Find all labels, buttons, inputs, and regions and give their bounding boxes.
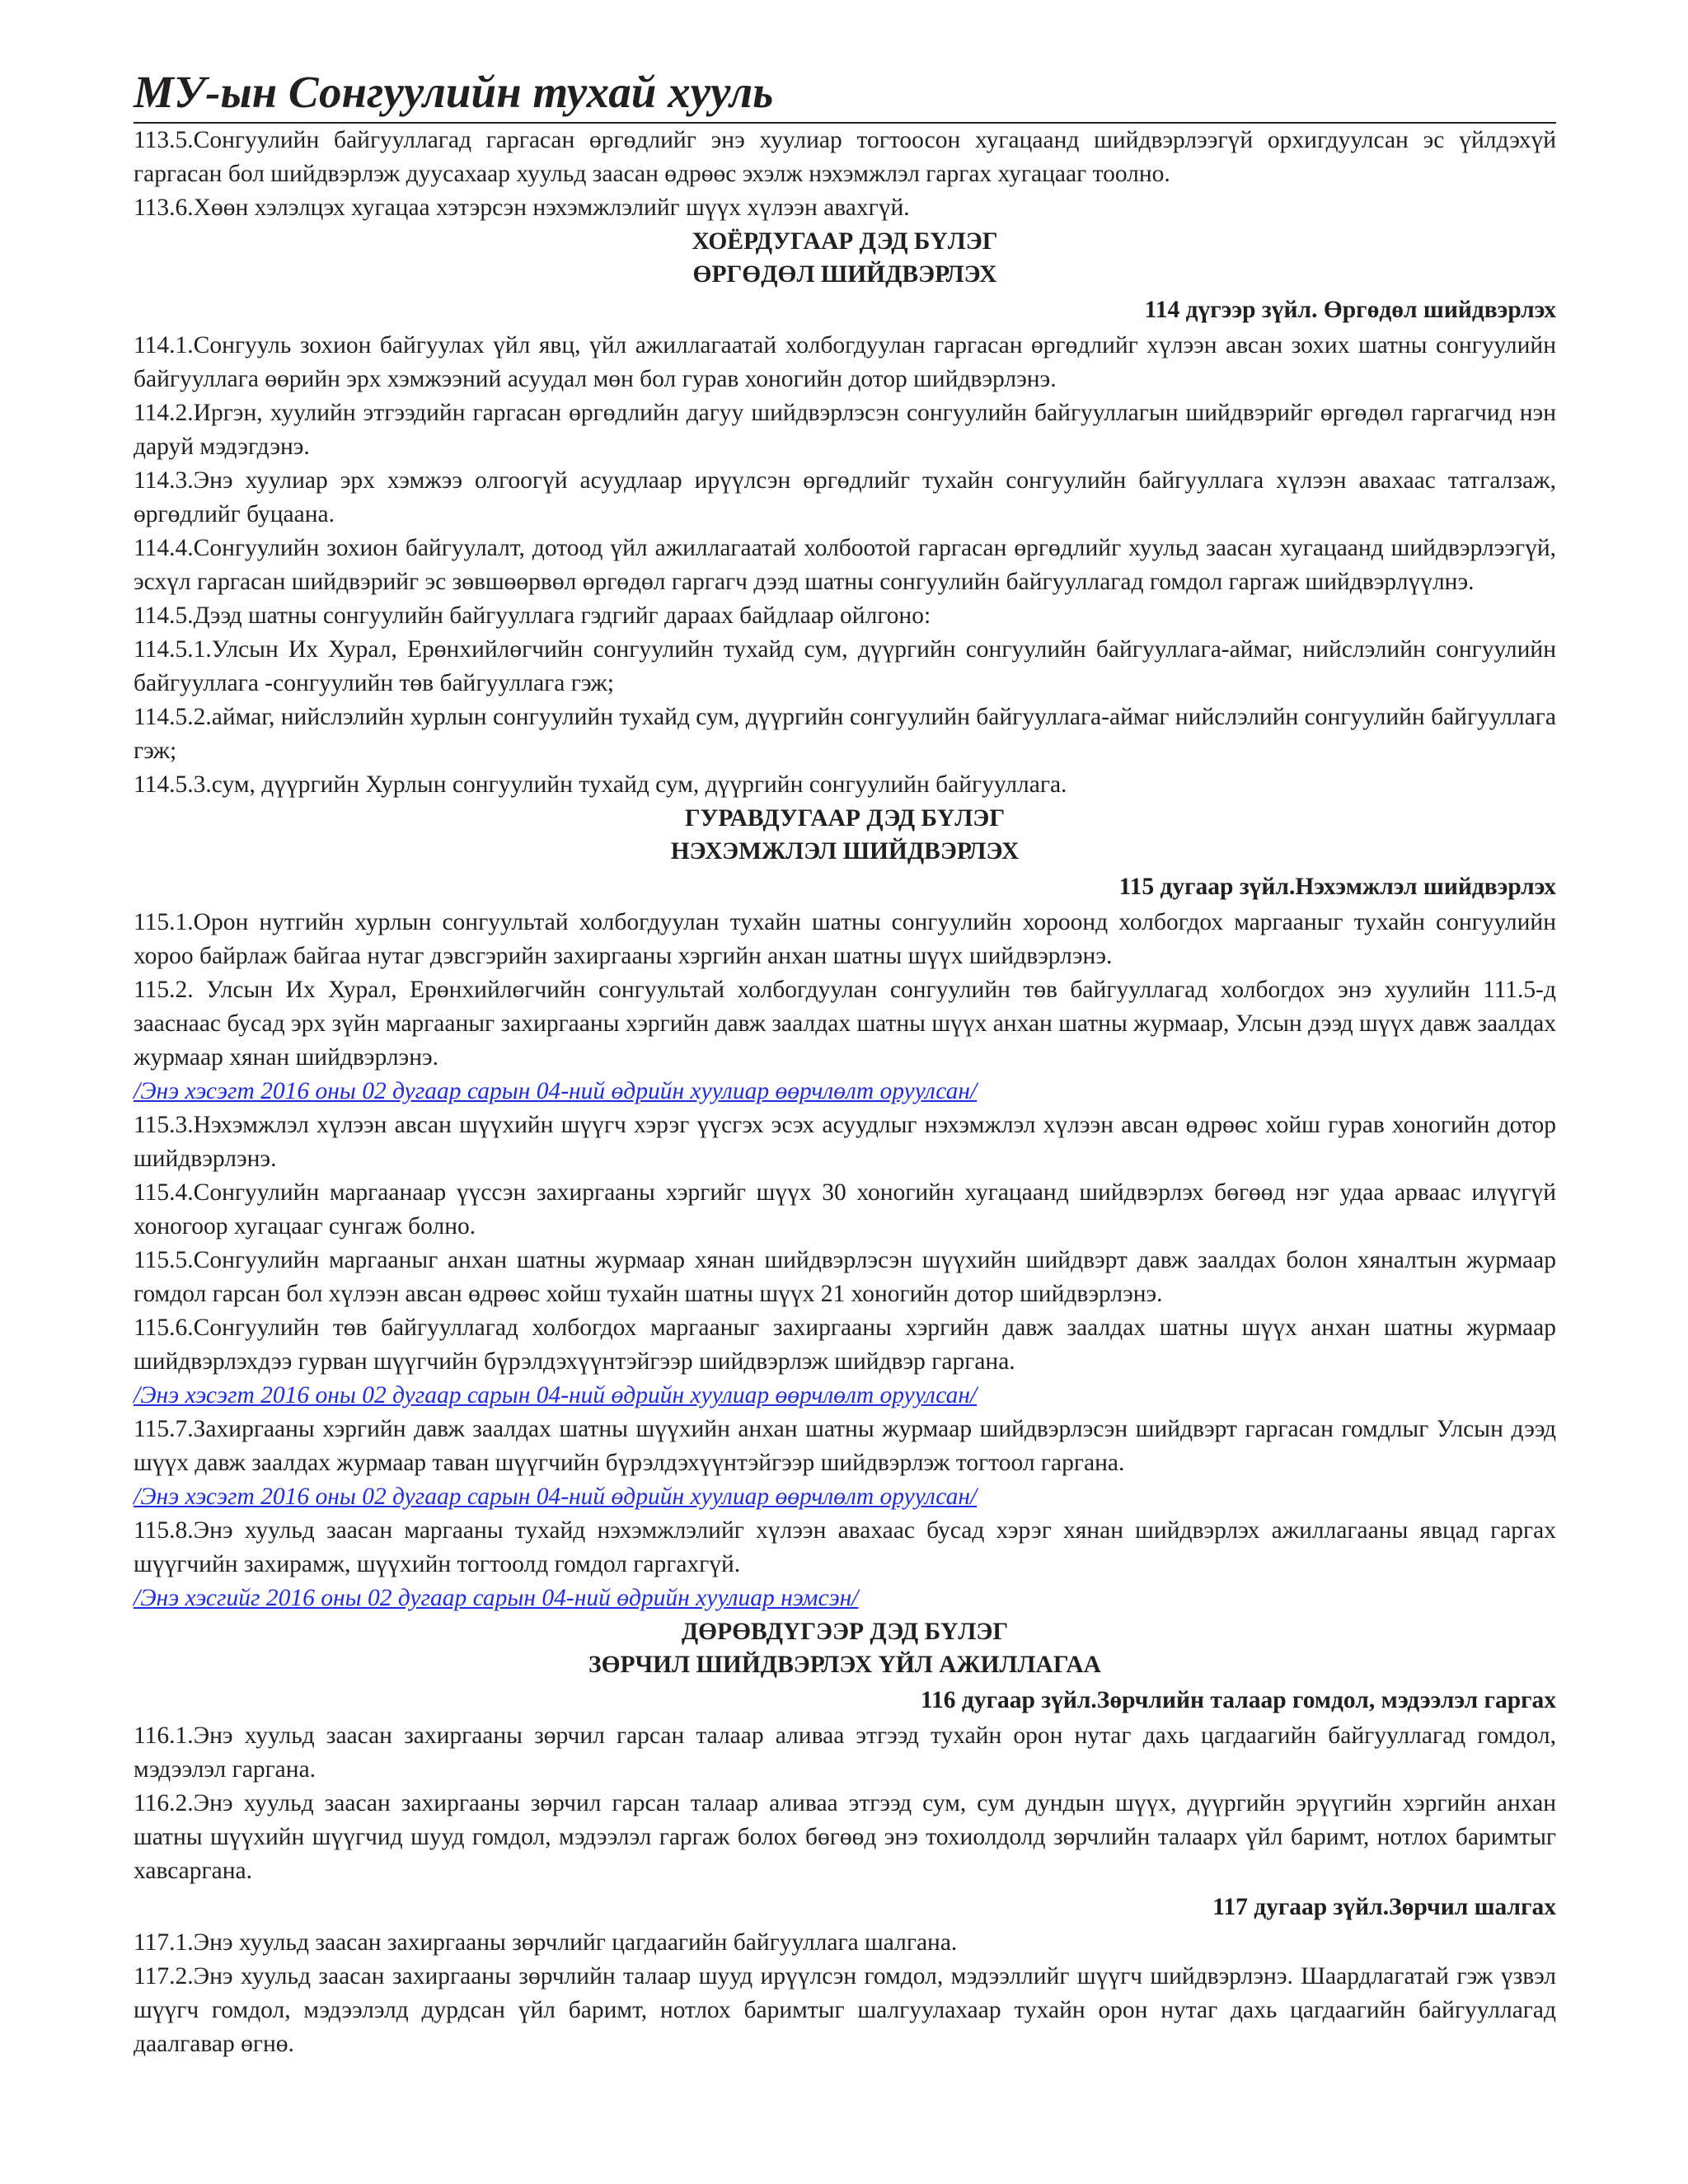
paragraph: 115.1.Орон нутгийн хурлын сонгуультай холбогдуулан тухайн шатны сонгуулийн хороонд холбогдох маргааныг тухайн сонгуулийн хороо байрлаж байгаа нутаг дэвсгэрийн захиргааны хэргийн анхан шатны шүүх шийдвэрлэнэ. [134,909,1556,969]
paragraph: 114.4.Сонгуулийн зохион байгуулалт, дотоод үйл ажиллагаатай холбоотой гаргасан өргөдлийг хуульд заасан хугацаанд шийдвэрлээгүй, эсхүл гаргасан шийдвэрийг эс зөвшөөрвөл өргөдөл гаргагч дээд шатны сонгуулийн байгууллагад гомдол гаргаж шийдвэрлүүлнэ. [134,535,1556,595]
paragraph: 115.2. Улсын Их Хурал, Ерөнхийлөгчийн сонгуультай холбогдуулан сонгуулийн төв байгууллагад холбогдох энэ хуулийн 111.5-д зааснаас бусад эрх зүйн маргааныг захиргааны хэргийн давж заалдах шатны шүүх анхан шатны журмаар, Улсын дээд шүүх давж заалдах журмаар хянан шийдвэрлэнэ. [134,977,1556,1071]
paragraph: 114.5.3.сум, дүүргийн Хурлын сонгуулийн тухайд сум, дүүргийн сонгуулийн байгууллага. [134,771,1067,798]
article-heading: 115 дугаар зүйл.Нэхэмжлэл шийдвэрлэх [1118,874,1556,900]
paragraph: 114.2.Иргэн, хуулийн этгээдийн гаргасан өргөдлийн дагуу шийдвэрлэсэн сонгуулийн байгууллагын шийдвэрийг өргөдөл гаргагчид нэн даруй мэдэгдэнэ. [134,400,1556,460]
subchapter-heading: ХОЁРДУГААР ДЭД БҮЛЭГ [692,228,998,255]
amendment-link[interactable]: /Энэ хэсэгт 2016 оны 02 дугаар сарын 04-ний өдрийн хуулиар өөрчлөлт оруулсан/ [134,1078,978,1104]
paragraph: 115.7.Захиргааны хэргийн давж заалдах шатны шүүхийн анхан шатны журмаар шийдвэрлэсэн шийдвэрт гаргасан гомдлыг Улсын дээд шүүх давж заалдах журмаар таван шүүгчийн бүрэлдэхүүнтэйгээр шийдвэрлэж тогтоол гаргана. [134,1416,1556,1476]
paragraph: 115.6.Сонгуулийн төв байгууллагад холбогдох маргааныг захиргааны хэргийн давж заалдах шатны шүүх анхан шатны журмаар шийдвэрлэхдээ гурван шүүгчийн бүрэлдэхүүнтэйгээр шийдвэрлэж шийдвэр гаргана. [134,1315,1556,1375]
article-heading: 114 дүгээр зүйл. Өргөдөл шийдвэрлэх [1144,297,1556,323]
paragraph: 114.5.Дээд шатны сонгуулийн байгууллага гэдгийг дараах байдлаар ойлгоно: [134,602,931,629]
paragraph: 115.3.Нэхэмжлэл хүлээн авсан шүүхийн шүүгч хэрэг үүсгэх эсэх асуудлыг нэхэмжлэл хүлээн авсан өдрөөс хойш гурав хоногийн дотор шийдвэрлэнэ. [134,1112,1556,1172]
subchapter-heading: ДӨРӨВДҮГЭЭР ДЭД БҮЛЭГ [681,1619,1009,1645]
paragraph: 117.2.Энэ хуульд заасан захиргааны зөрчлийн талаар шууд ирүүлсэн гомдол, мэдээллийг шүүгч шийдвэрлэнэ. Шаардлагатай гэж үзвэл шүүгч гомдол, мэдээлэлд дурдсан үйл баримт, нотлох баримтыг шалгуулахаар тухайн орон нутаг дахь цагдаагийн байгууллагад даалгавар өгнө. [134,1963,1556,2057]
article-heading: 116 дугаар зүйл.Зөрчлийн талаар гомдол, мэдээлэл гаргах [920,1687,1556,1713]
paragraph: 115.4.Сонгуулийн маргаанаар үүссэн захиргааны хэргийг шүүх 30 хоногийн хугацаанд шийдвэрлэх бөгөөд нэг удаа арваас илүүгүй хоногоор хугацааг сунгаж болно. [134,1179,1556,1240]
paragraph: 115.5.Сонгуулийн маргааныг анхан шатны журмаар хянан шийдвэрлэсэн шүүхийн шийдвэрт давж заалдах болон хяналтын журмаар гомдол гарсан бол хүлээн авсан өдрөөс хойш тухайн шатны шүүх 21 хоногийн дотор шийдвэрлэнэ. [134,1247,1556,1307]
subchapter-heading: ӨРГӨДӨЛ ШИЙДВЭРЛЭХ [692,261,997,288]
document-title: МУ-ын Сонгуулийн тухай хууль [134,66,1556,124]
paragraph: 114.3.Энэ хуулиар эрх хэмжээ олгоогүй асуудлаар ирүүлсэн өргөдлийг тухайн сонгуулийн байгууллага хүлээн авахаас татгалзаж, өргөдлийг буцаана. [134,467,1556,527]
paragraph: 113.6.Хөөн хэлэлцэх хугацаа хэтэрсэн нэхэмжлэлийг шүүх хүлээн авахгүй. [134,194,910,221]
amendment-link[interactable]: /Энэ хэсэгт 2016 оны 02 дугаар сарын 04-ний өдрийн хуулиар өөрчлөлт оруулсан/ [134,1382,978,1408]
paragraph: 115.8.Энэ хуульд заасан маргааны тухайд нэхэмжлэлийг хүлээн авахаас бусад хэрэг хянан шийдвэрлэх ажиллагааны явцад гаргах шүүгчийн захирамж, шүүхийн тогтоолд гомдол гаргахгүй. [134,1517,1556,1577]
paragraph: 114.1.Сонгууль зохион байгуулах үйл явц, үйл ажиллагаатай холбогдуулан гаргасан өргөдлийг хүлээн авсан зохих шатны сонгуулийн байгууллага өөрийн эрх хэмжээний асуудал мөн бол гурав хоногийн дотор шийдвэрлэнэ. [134,332,1556,392]
paragraph: 116.2.Энэ хуульд заасан захиргааны зөрчил гарсан талаар аливаа этгээд сум, сум дундын шүүх, дүүргийн эрүүгийн хэргийн анхан шатны шүүхийн шүүгчид шууд гомдол, мэдээлэл гаргаж болох бөгөөд энэ тохиолдолд зөрчлийн талаарх үйл баримт, нотлох баримтыг хавсаргана. [134,1790,1556,1884]
document-page [134,66,1556,2061]
subchapter-heading: ЗӨРЧИЛ ШИЙДВЭРЛЭХ ҮЙЛ АЖИЛЛАГАА [588,1652,1101,1678]
article-heading: 117 дугаар зүйл.Зөрчил шалгах [1212,1894,1556,1920]
paragraph: 116.1.Энэ хуульд заасан захиргааны зөрчил гарсан талаар аливаа этгээд тухайн орон нутаг дахь цагдаагийн байгууллагад гомдол, мэдээлэл гаргана. [134,1722,1556,1783]
paragraph: 114.5.1.Улсын Их Хурал, Ерөнхийлөгчийн сонгуулийн тухайд сум, дүүргийн сонгуулийн байгууллага-аймаг, нийслэлийн сонгуулийн байгууллага -сонгуулийн төв байгууллага гэж; [134,636,1556,696]
amendment-link[interactable]: /Энэ хэсэгт 2016 оны 02 дугаар сарын 04-ний өдрийн хуулиар өөрчлөлт оруулсан/ [134,1483,978,1510]
amendment-link[interactable]: /Энэ хэсгийг 2016 оны 02 дугаар сарын 04-ний өдрийн хуулиар нэмсэн/ [134,1585,859,1611]
paragraph: 113.5.Сонгуулийн байгууллагад гаргасан өргөдлийг энэ хуулиар тогтоосон хугацаанд шийдвэрлээгүй орхигдуулсан эс үйлдэхүй гаргасан бол шийдвэрлэж дуусахаар хуульд заасан өдрөөс эхэлж нэхэмжлэл гаргах хугацааг тоолно. [134,127,1556,187]
paragraph: 117.1.Энэ хуульд заасан захиргааны зөрчлийг цагдаагийн байгууллага шалгана. [134,1929,958,1956]
paragraph: 114.5.2.аймаг, нийслэлийн хурлын сонгуулийн тухайд сум, дүүргийн сонгуулийн байгууллага-аймаг нийслэлийн сонгуулийн байгууллага гэж; [134,704,1556,764]
document-body [134,124,1556,2061]
subchapter-heading: ГУРАВДУГААР ДЭД БҮЛЭГ [684,805,1006,832]
subchapter-heading: НЭХЭМЖЛЭЛ ШИЙДВЭРЛЭХ [670,838,1020,865]
